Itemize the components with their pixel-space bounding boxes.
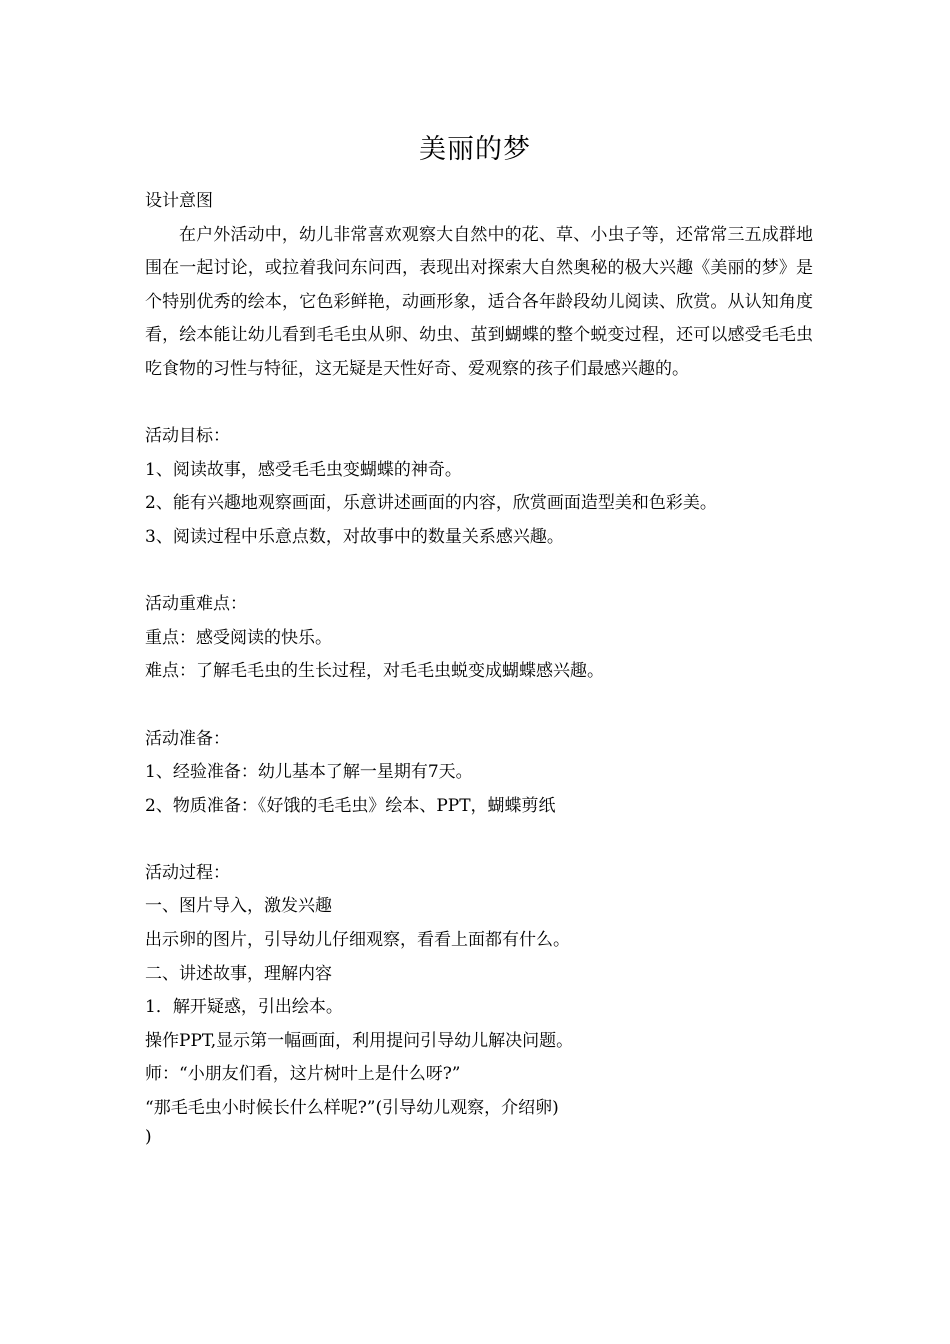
goal-item: 1、阅读故事，感受毛毛虫变蝴蝶的神奇。 — [145, 459, 462, 480]
process-item: ) — [145, 1126, 152, 1147]
process-item: 操作PPT,显示第一幅画面，利用提问引导幼儿解决问题。 — [145, 1030, 574, 1051]
key-points-heading: 活动重难点： — [145, 594, 247, 615]
design-intent-paragraph: 在户外活动中，幼儿非常喜欢观察大自然中的花、草、小虫子等，还常常三五成群地围在一起讨论，或拉着我问东问西，表现出对探索大自然奥秘的极大兴趣《美丽的梦》是个特别优秀的绘本，它色彩鲜艳，动画形象，适合各年龄段幼儿阅读、欣赏。从认知角度看，绘本能让幼儿看到毛毛虫从卵、幼虫、茧到蝴蝶的整个蜕变过程，还可以感受毛毛虫吃食物的习性与特征，这无疑是天性好奇、爱观察的孩子们最感兴趣的。 — [145, 224, 813, 379]
key-point-item: 难点：了解毛毛虫的生长过程，对毛毛虫蜕变成蝴蝶感兴趣。 — [145, 661, 604, 682]
document-title: 美丽的梦 — [419, 134, 531, 165]
goals-heading: 活动目标： — [145, 426, 230, 447]
process-heading: 活动过程： — [145, 862, 230, 883]
process-item: 出示卵的图片，引导幼儿仔细观察，看看上面都有什么。 — [145, 930, 570, 951]
preparation-item: 2、物质准备：《好饿的毛毛虫》绘本、PPT，蝴蝶剪纸 — [145, 795, 556, 816]
spacer — [145, 387, 813, 421]
process-item: 1．解开疑惑，引出绘本。 — [145, 997, 343, 1018]
spacer — [145, 823, 813, 857]
process-item: “那毛毛虫小时候长什么样呢?”(引导幼儿观察，介绍卵) — [145, 1098, 559, 1119]
preparation-item: 1、经验准备：幼儿基本了解一星期有7天。 — [145, 762, 473, 783]
process-item: 师：“小朋友们看，这片树叶上是什么呀?” — [145, 1064, 461, 1085]
spacer — [145, 555, 813, 589]
document-body — [145, 185, 813, 1148]
process-item: 二、讲述故事，理解内容 — [145, 963, 332, 984]
goal-item: 2、能有兴趣地观察画面，乐意讲述画面的内容，欣赏画面造型美和色彩美。 — [145, 493, 717, 514]
goal-item: 3、阅读过程中乐意点数，对故事中的数量关系感兴趣。 — [145, 526, 564, 547]
key-point-item: 重点：感受阅读的快乐。 — [145, 627, 332, 648]
spacer — [145, 689, 813, 723]
design-intent-heading: 设计意图 — [145, 191, 213, 211]
process-item: 一、图片导入，激发兴趣 — [145, 896, 332, 917]
preparation-heading: 活动准备： — [145, 728, 230, 749]
